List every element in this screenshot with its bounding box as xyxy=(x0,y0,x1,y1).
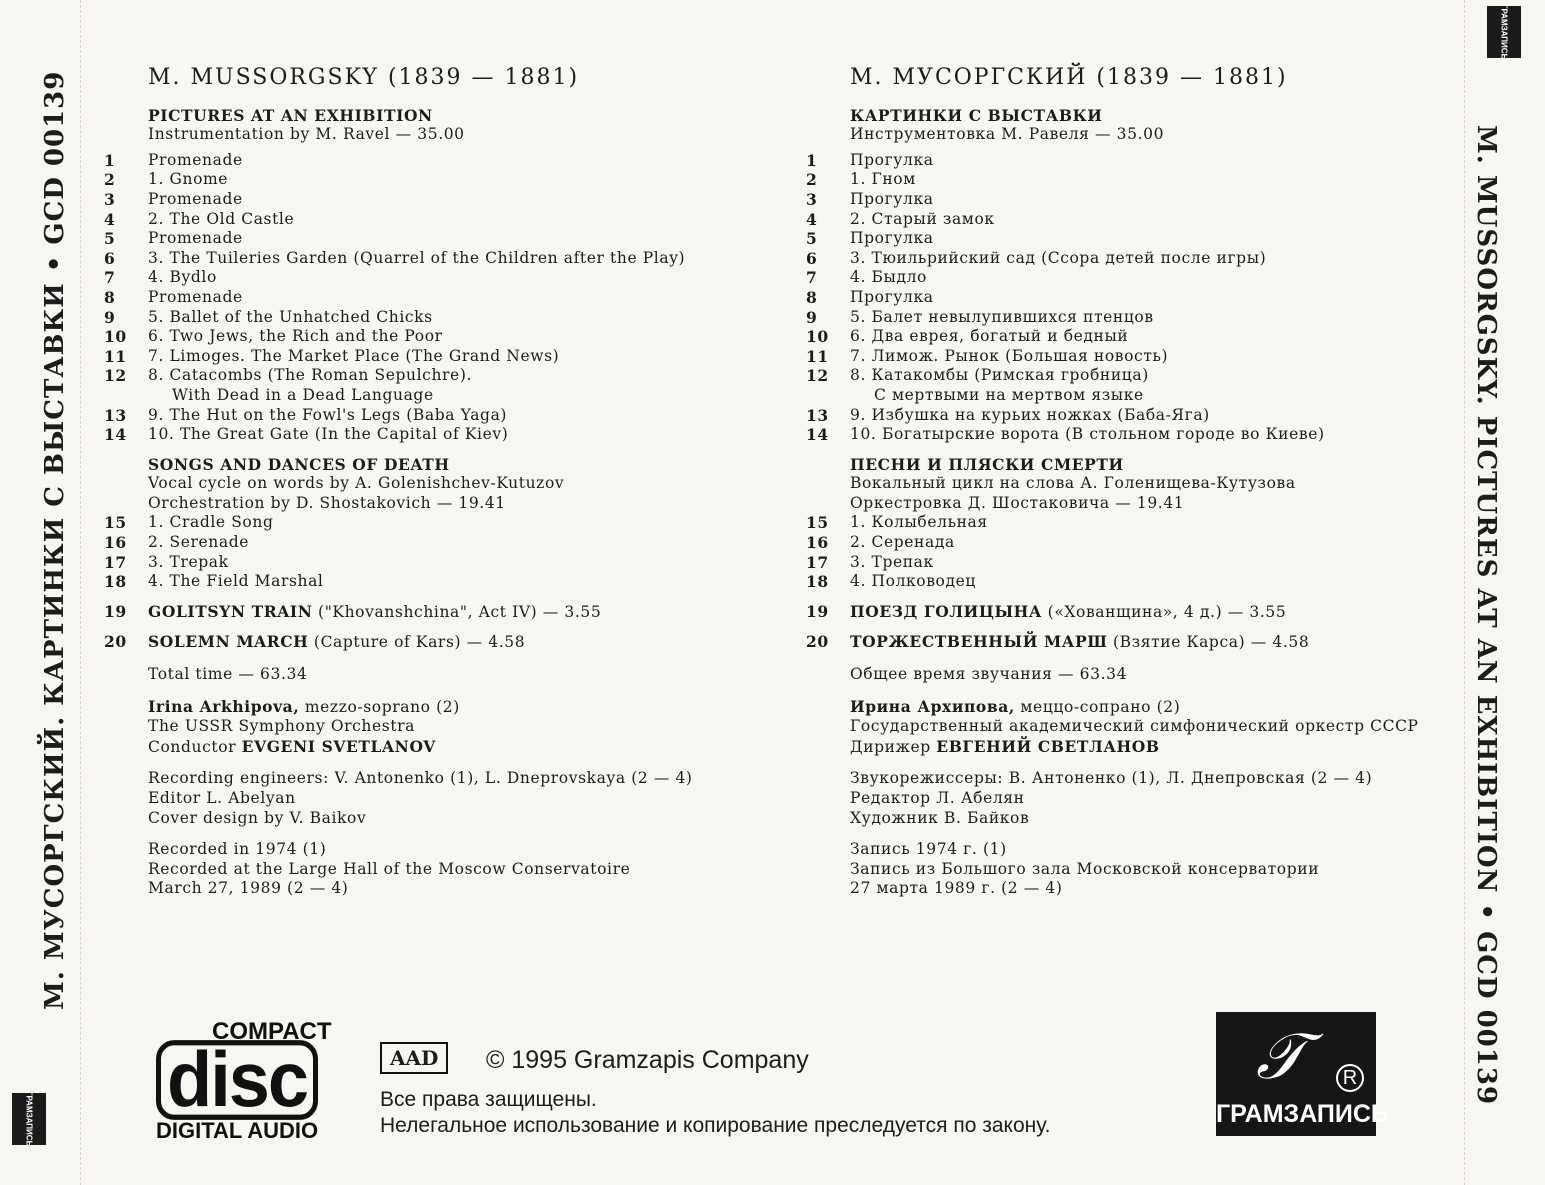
track-item: 14 10. The Great Gate (In the Capital of Kiev) xyxy=(104,425,509,445)
track-item: 13 9. The Hut on the Fowl's Legs (Baba Yaga) xyxy=(104,405,508,425)
track-19: 19 ПОЕЗД ГОЛИЦЫНА («Хованщина», 4 д.) — 3.55 xyxy=(806,601,1287,621)
track-item: 1 Прогулка xyxy=(806,150,934,170)
track-item: 17 3. Трепак xyxy=(806,552,934,572)
track-item: 18 4. The Field Marshal xyxy=(104,572,324,592)
right-spine xyxy=(1464,0,1545,1185)
performers: Irina Arkhipova, mezzo-soprano (2) The USSR Symphony Orchestra Conductor EVGENI SVETLANOV xyxy=(148,696,460,756)
track-item: 5 Прогулка xyxy=(806,229,934,249)
track-item: 3 Прогулка xyxy=(806,189,934,209)
spine-title-en: M. MUSSORGSKY. PICTURES AT AN EXHIBITION • GCD 00139 xyxy=(1471,125,1501,1106)
track-item: 10 6. Two Jews, the Rich and the Poor xyxy=(104,327,443,347)
track-item: 9 5. Ballet of the Unhatched Chicks xyxy=(104,307,433,327)
english-column xyxy=(104,65,754,899)
legal-notice: Нелегальное использование и копирование преследуется по закону. xyxy=(380,1114,1051,1137)
work2-subtitle: Вокальный цикл на слова А. Голенищева-Кутузова xyxy=(850,474,1296,493)
track-item: 4 2. The Old Castle xyxy=(104,209,295,229)
track-item: 7 4. Bydlo xyxy=(104,268,217,288)
work1-subtitle: Инструментовка М. Равеля — 35.00 xyxy=(850,125,1165,144)
gramzapis-logo xyxy=(1216,1012,1389,1136)
work2-orchestration: Оркестровка Д. Шостаковича — 19.41 xyxy=(850,493,1185,512)
total-time: Total time — 63.34 xyxy=(148,665,308,684)
spine-logo-left: ГРАМЗАПИСЬ xyxy=(12,1093,46,1145)
track-continuation: С мертвыми на мертвом языке xyxy=(874,385,1144,404)
track-item: 14 10. Богатырские ворота (В стольном городе во Киеве) xyxy=(806,425,1325,445)
track-item: 3 Promenade xyxy=(104,189,243,209)
track-item: 15 1. Cradle Song xyxy=(104,513,274,533)
recording-info: Запись 1974 г. (1) Запись из Большого зала Московской консерватории 27 марта 1989 г. (2 — 4) xyxy=(850,840,1320,898)
copyright-text: © 1995 Gramzapis Company xyxy=(486,1046,809,1074)
credits: Звукорежиссеры: В. Антоненко (1), Л. Днепровская (2 — 4) Редактор Л. Абелян Художник В. Байков xyxy=(850,769,1373,827)
track-item: 10 6. Два еврея, богатый и бедный xyxy=(806,327,1129,347)
track-item: 5 Promenade xyxy=(104,229,243,249)
track-item: 13 9. Избушка на курьих ножках (Баба-Яга) xyxy=(806,405,1210,425)
track-20: 20 SOLEMN MARCH (Capture of Kars) — 4.58 xyxy=(104,632,526,652)
aad-badge: AAD xyxy=(380,1042,448,1074)
spine-title-ru: М. МУСОРГСКИЙ. КАРТИНКИ С ВЫСТАВКИ • GCD 00139 xyxy=(40,70,70,1010)
work2-title: ПЕСНИ И ПЛЯСКИ СМЕРТИ xyxy=(850,454,1124,474)
track-item: 17 3. Trepak xyxy=(104,552,229,572)
track-item: 2 1. Gnome xyxy=(104,170,229,190)
composer-heading: М. МУСОРГСКИЙ (1839 — 1881) xyxy=(850,65,1288,90)
track-item: 1 Promenade xyxy=(104,150,243,170)
track-19: 19 GOLITSYN TRAIN ("Khovanshchina", Act IV) — 3.55 xyxy=(104,601,602,621)
track-item: 12 8. Catacombs (The Roman Sepulchre). xyxy=(104,366,472,386)
label-monogram-icon: 𝒯 xyxy=(1256,1020,1306,1094)
work1-track-list xyxy=(104,151,754,445)
track-item: 8 Прогулка xyxy=(806,287,934,307)
total-time: Общее время звучания — 63.34 xyxy=(850,665,1128,684)
track-item: 7 4. Быдло xyxy=(806,268,927,288)
track-item: 12 8. Катакомбы (Римская гробница) xyxy=(806,366,1149,386)
work2-track-list xyxy=(104,513,754,591)
track-item: 4 2. Старый замок xyxy=(806,209,995,229)
track-item: 11 7. Limoges. The Market Place (The Grand News) xyxy=(104,346,560,366)
track-item: 18 4. Полководец xyxy=(806,572,976,592)
work1-track-list xyxy=(806,151,1456,445)
track-item: 6 3. Тюильрийский сад (Ссора детей после игры) xyxy=(806,248,1267,268)
work1-subtitle: Instrumentation by M. Ravel — 35.00 xyxy=(148,125,465,144)
track-item: 11 7. Лимож. Рынок (Большая новость) xyxy=(806,346,1169,366)
work1-title: КАРТИНКИ С ВЫСТАВКИ xyxy=(850,105,1103,125)
left-spine xyxy=(0,0,81,1185)
work1-title: PICTURES AT AN EXHIBITION xyxy=(148,105,433,125)
recording-info: Recorded in 1974 (1) Recorded at the Large Hall of the Moscow Conservatoire March 27, 1989 (2 — 4) xyxy=(148,840,631,898)
compact-disc-logo: COMPACT disc DIGITAL AUDIO xyxy=(156,1018,332,1143)
work2-orchestration: Orchestration by D. Shostakovich — 19.41 xyxy=(148,493,506,512)
track-item: 9 5. Балет невылупившихся птенцов xyxy=(806,307,1154,327)
work2-track-list xyxy=(806,513,1456,591)
track-item: 8 Promenade xyxy=(104,287,243,307)
label-name: ГРАМЗАПИСЬ xyxy=(1216,1100,1389,1128)
work2-title: SONGS AND DANCES OF DEATH xyxy=(148,454,450,474)
track-item: 6 3. The Tuileries Garden (Quarrel of the Children after the Play) xyxy=(104,248,686,268)
track-continuation: With Dead in a Dead Language xyxy=(172,385,434,404)
footer xyxy=(150,1012,1390,1152)
performers: Ирина Архипова, меццо-сопрано (2) Государственный академический симфонический оркестр СССР Дирижер ЕВГЕНИЙ СВЕТЛАНОВ xyxy=(850,696,1419,756)
track-20: 20 ТОРЖЕСТВЕННЫЙ МАРШ (Взятие Карса) — 4.58 xyxy=(806,632,1310,652)
registered-mark: R xyxy=(1336,1064,1364,1092)
spine-logo-right: ГРАМЗАПИСЬ xyxy=(1487,6,1521,58)
track-item: 2 1. Гном xyxy=(806,170,916,190)
russian-column xyxy=(806,65,1456,899)
credits: Recording engineers: V. Antonenko (1), L. Dneprovskaya (2 — 4) Editor L. Abelyan Cover design by V. Baikov xyxy=(148,769,693,827)
work2-subtitle: Vocal cycle on words by A. Golenishchev-Kutuzov xyxy=(148,474,565,493)
track-item: 16 2. Серенада xyxy=(806,533,955,553)
track-item: 16 2. Serenade xyxy=(104,533,250,553)
rights-reserved: Все права защищены. xyxy=(380,1088,597,1111)
track-item: 15 1. Колыбельная xyxy=(806,513,988,533)
composer-heading: M. MUSSORGSKY (1839 — 1881) xyxy=(148,65,580,90)
